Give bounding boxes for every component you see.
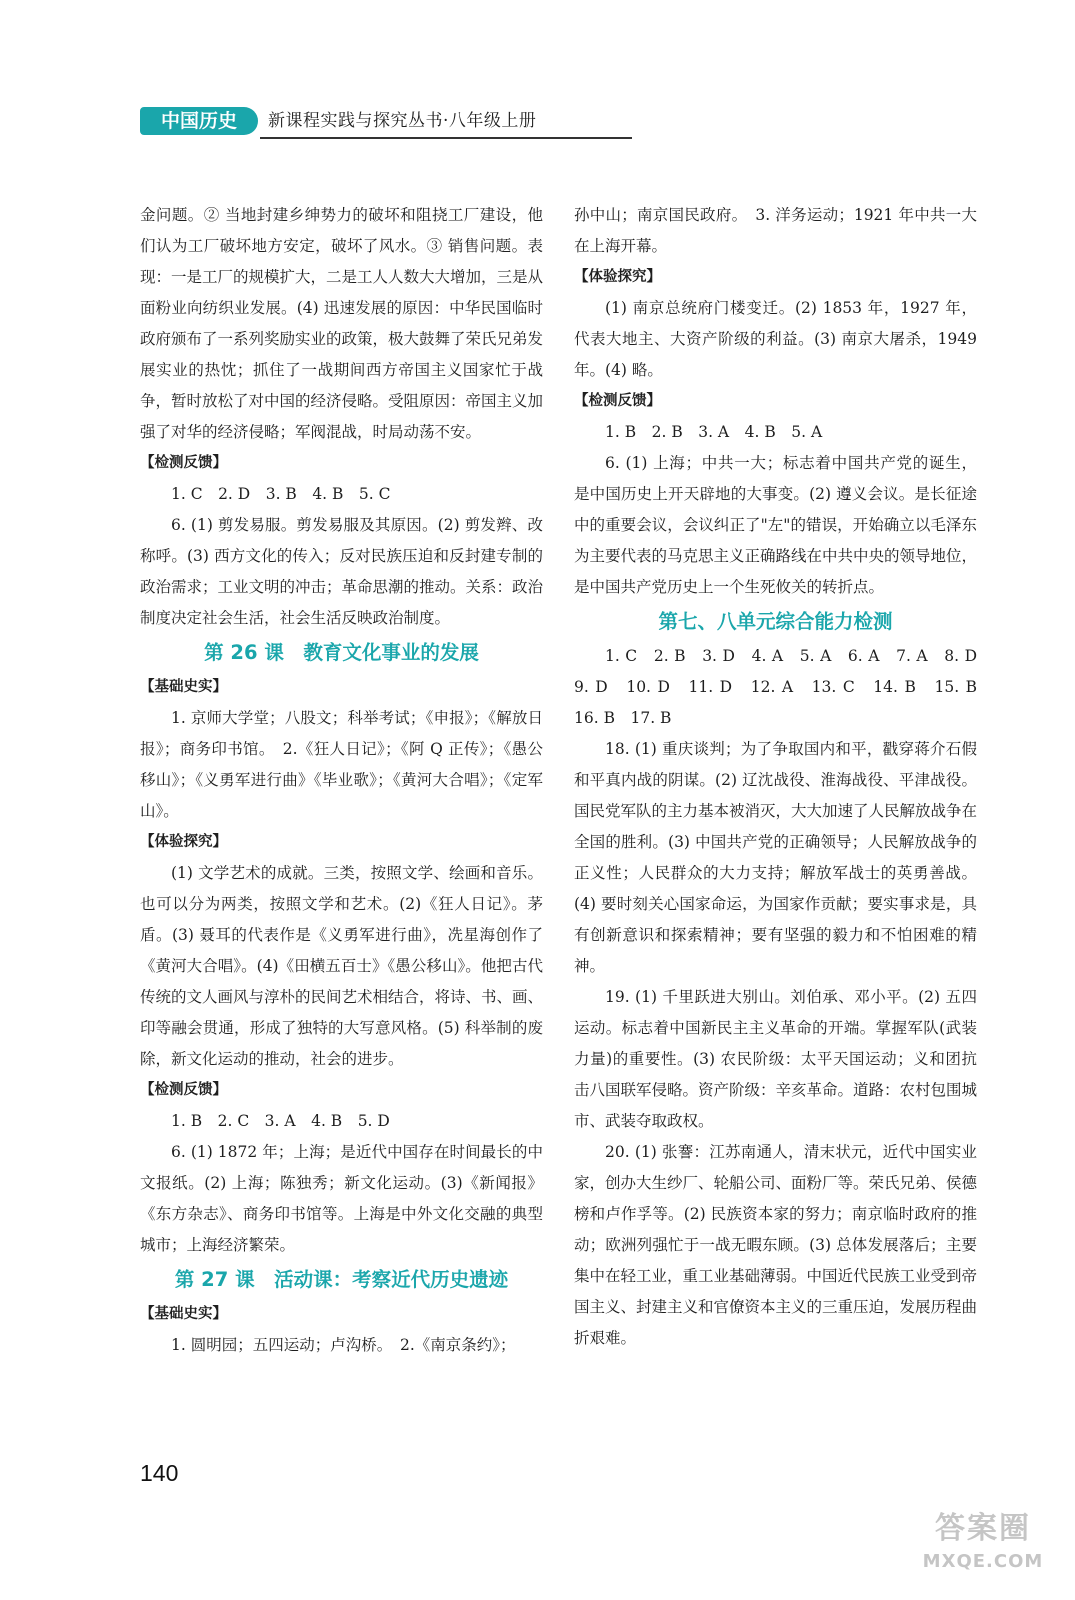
left-column (140, 200, 543, 1361)
section-tag-explore: 【体验探究】 (574, 269, 661, 285)
answer-paragraph: (1) 文学艺术的成就。三类，按照文学、绘画和音乐。也可以分为两类，按照文学和艺术。(2)《狂人日记》。茅盾。(3) 聂耳的代表作是《义勇军进行曲》，冼星海创作了《黄河大合唱》。(4)《田横五百士》《愚公移山》。他把古代传统的文人画风与淳朴的民间艺术相结合，将诗、书、画、印等融会贯通，形成了独特的大写意风格。(5) 科举制的废除，新文化运动的推动，社会的进步。 (140, 864, 544, 1068)
answer-paragraph: 19. (1) 千里跃进大别山。刘伯承、邓小平。(2) 五四运动。标志着中国新民主主义革命的开端。掌握军队(武装力量)的重要性。(3) 农民阶级：太平天国运动；义和团抗击八国联军侵略。资产阶级：辛亥革命。道路：农村包围城市、武装夺取政权。 (574, 988, 978, 1130)
unit-test-title: 第七、八单元综合能力检测 (658, 610, 893, 633)
header-rule (260, 137, 632, 139)
section-tag-basic-facts: 【基础史实】 (140, 679, 227, 695)
lesson-title-26: 第 26 课 教育文化事业的发展 (204, 641, 479, 664)
answer-paragraph: 20. (1) 张謇：江苏南通人，清末状元，近代中国实业家，创办大生纱厂、轮船公司、面粉厂等。荣氏兄弟、侯德榜和卢作孚等。(2) 民族资本家的努力；南京临时政府的推动；欧洲列强忙于一战无暇东顾。(3) 总体发展落后；主要集中在轻工业，重工业基础薄弱。中国近代民族工业受到帝国主义、封建主义和官僚资本主义的三重压迫，发展历程曲折艰难。 (574, 1143, 978, 1347)
watermark-logo (908, 1508, 1058, 1588)
answer-paragraph: 18. (1) 重庆谈判；为了争取国内和平，戳穿蒋介石假和平真内战的阴谋。(2) 辽沈战役、淮海战役、平津战役。国民党军队的主力基本被消灭，大大加速了人民解放战争在全国的胜利。(3) 中国共产党的正确领导；人民解放战争的正义性；人民群众的大力支持；解放军战士的英勇善战。(4) 要时刻关心国家命运，为国家作贡献；要实事求是，具有创新意识和探索精神；要有坚强的毅力和不怕困难的精神。 (574, 740, 978, 975)
answer-choices: 1. B 2. C 3. A 4. B 5. D (171, 1112, 390, 1130)
answer-paragraph: 6. (1) 1872 年；上海；是近代中国存在时间最长的中文报纸。(2) 上海；陈独秀；新文化运动。(3)《新闻报》《东方杂志》、商务印书馆等。上海是中外文化交融的典型城市；上海经济繁荣。 (140, 1143, 543, 1254)
answer-choices: 1. C 2. B 3. D 4. A 5. A 6. A 7. A 8. D 9. D 10. D 11. D 12. A 13. C 14. B 15. B 16. B 17. B (574, 647, 993, 727)
answer-paragraph: 1. 京师大学堂；八股文；科举考试；《申报》；《解放日报》；商务印书馆。 2.《狂人日记》；《阿 Q 正传》；《愚公移山》；《义勇军进行曲》《毕业歌》；《黄河大合唱》；《定军山》。 (140, 709, 543, 820)
answer-paragraph: 孙中山；南京国民政府。 3. 洋务运动；1921 年中共一大在上海开幕。 (574, 206, 977, 255)
right-column (574, 200, 993, 1354)
lesson-title-27: 第 27 课 活动课：考察近代历史遗迹 (174, 1268, 509, 1291)
answer-paragraph: (1) 南京总统府门楼变迁。(2) 1853 年，1927 年，代表大地主、大资产阶级的利益。(3) 南京大屠杀，1949 年。(4) 略。 (574, 299, 977, 379)
page-number: 140 (140, 1460, 179, 1486)
subject-badge: 中国历史 (140, 107, 258, 135)
section-tag-feedback: 【检测反馈】 (140, 455, 227, 471)
running-header (140, 102, 640, 142)
series-title: 新课程实践与探究丛书·八年级上册 (268, 111, 537, 131)
watermark-text: 答案圈 (935, 1511, 1031, 1546)
answer-paragraph: 6. (1) 剪发易服。剪发易服及其原因。(2) 剪发辫、改称呼。(3) 西方文化的传入；反对民族压迫和反封建专制的政治需求；工业文明的冲击；革命思潮的推动。关系：政治制度决定社会生活，社会生活反映政治制度。 (140, 516, 544, 627)
section-tag-feedback: 【检测反馈】 (140, 1082, 227, 1098)
answer-paragraph: 6. (1) 上海；中共一大；标志着中国共产党的诞生，是中国历史上开天辟地的大事变。(2) 遵义会议。是长征途中的重要会议，会议纠正了"左"的错误，开始确立以毛泽东为主要代表的马克思主义正确路线在中共中央的领导地位，是中国共产党历史上一个生死攸关的转折点。 (574, 454, 978, 596)
watermark-domain: MXQE.COM (922, 1551, 1044, 1572)
section-tag-basic-facts: 【基础史实】 (140, 1306, 227, 1322)
section-tag-feedback: 【检测反馈】 (574, 393, 661, 409)
section-tag-explore: 【体验探究】 (140, 834, 227, 850)
answer-choices: 1. B 2. B 3. A 4. B 5. A (605, 423, 823, 441)
answer-paragraph: 金问题。② 当地封建乡绅势力的破坏和阻挠工厂建设，他们认为工厂破坏地方安定，破坏了风水。③ 销售问题。表现：一是工厂的规模扩大，二是工人人数大大增加，三是从面粉业向纺织业发展。(4) 迅速发展的原因：中华民国临时政府颁布了一系列奖励实业的政策，极大鼓舞了荣氏兄弟发展实业的热忱；抓住了一战期间西方帝国主义国家忙于战争，暂时放松了对中国的经济侵略。受阻原因：帝国主义加强了对华的经济侵略；军阀混战，时局动荡不安。 (140, 206, 544, 441)
answer-paragraph: 1. 圆明园；五四运动；卢沟桥。 2.《南京条约》； (171, 1336, 516, 1354)
answer-choices: 1. C 2. D 3. B 4. B 5. C (171, 485, 391, 503)
